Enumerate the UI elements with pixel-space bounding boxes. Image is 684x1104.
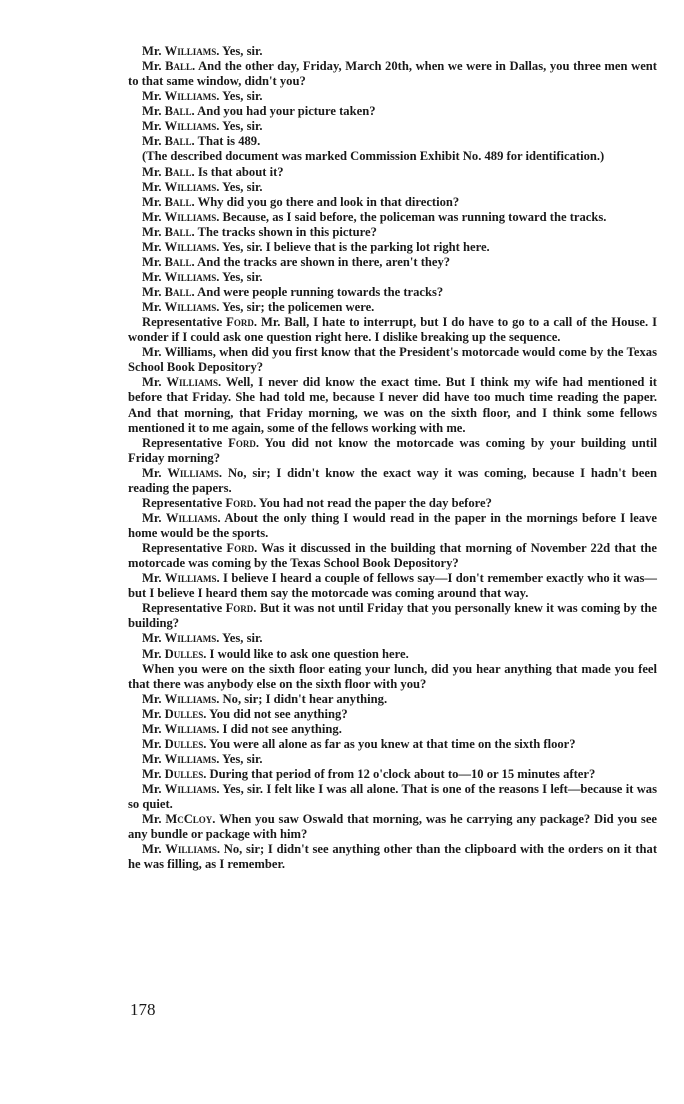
paragraph-text: That is 489. xyxy=(197,134,261,149)
paragraph-text: Was it discussed in the building that morning of November 22d that the motorcade was coming by the Texas School Book Depository? xyxy=(128,541,657,571)
speaker-title: Mr. xyxy=(142,300,162,315)
speaker-title: Mr. xyxy=(142,782,162,797)
speaker-title: Representative xyxy=(142,435,223,450)
paragraph-text: Because, as I said before, the policeman was running toward the tracks. xyxy=(222,209,607,224)
transcript-paragraph xyxy=(128,662,657,692)
transcript-paragraph xyxy=(128,345,657,375)
speaker-name: Dulles. xyxy=(164,767,207,781)
transcript-paragraph xyxy=(128,89,657,104)
speaker-name: Ball. xyxy=(164,134,195,149)
paragraph-text: When you were on the sixth floor eating your lunch, did you hear anything that made you feel that there was anybody else on the sixth floor with you? xyxy=(128,661,657,691)
speaker-title: Mr. xyxy=(142,209,162,224)
transcript-paragraph xyxy=(128,631,657,646)
speaker-title: Mr. xyxy=(142,59,162,74)
transcript-paragraph xyxy=(128,134,657,149)
paragraph-text: You were all alone as far as you knew at that time on the sixth floor? xyxy=(209,736,576,751)
speaker-title: Mr. xyxy=(142,510,162,525)
speaker-title: Mr. xyxy=(142,224,162,239)
transcript-paragraph xyxy=(128,255,657,270)
transcript-paragraph xyxy=(128,722,657,737)
speaker-title: Mr. xyxy=(142,194,162,209)
speaker-title: Mr. xyxy=(142,646,162,661)
paragraph-text: Yes, sir. I believe that is the parking lot right here. xyxy=(222,239,490,254)
speaker-name: Ball. xyxy=(164,254,195,269)
paragraph-text: Why did you go there and look in that direction? xyxy=(197,194,460,209)
transcript-body xyxy=(128,44,657,872)
paragraph-text: (The described document was marked Commission Exhibit No. 489 for identification.) xyxy=(142,149,605,164)
paragraph-text: Yes, sir. xyxy=(222,751,263,766)
transcript-paragraph xyxy=(128,270,657,285)
transcript-paragraph xyxy=(128,240,657,255)
paragraph-text: Is that about it? xyxy=(197,164,284,179)
speaker-title: Representative xyxy=(142,601,223,616)
speaker-title: Mr. xyxy=(142,239,162,254)
speaker-title: Mr. xyxy=(142,706,162,721)
paragraph-text: Well, I never did know the exact time. But I think my wife had mentioned it before that Friday. She had told me, because I never did have too much time reading the paper. And that morning, that Friday morning, we was on the sixth floor, and I think some fellows mentioned it to me again, some of the fellows working with me. xyxy=(128,375,657,435)
transcript-paragraph xyxy=(128,782,657,812)
transcript-paragraph xyxy=(128,692,657,707)
paragraph-text: You had not read the paper the day before? xyxy=(258,495,492,510)
paragraph-text: But it was not until Friday that you personally knew it was coming by the building? xyxy=(128,601,657,631)
transcript-paragraph xyxy=(128,541,657,571)
speaker-name: Ball. xyxy=(164,194,195,209)
paragraph-text: I did not see anything. xyxy=(222,721,342,736)
transcript-paragraph xyxy=(128,436,657,466)
speaker-title: Mr. xyxy=(142,571,162,586)
transcript-paragraph xyxy=(128,466,657,496)
paragraph-text: During that period of from 12 o'clock about to—10 or 15 minutes after? xyxy=(209,767,596,781)
speaker-name: Dulles. xyxy=(164,646,207,661)
transcript-paragraph xyxy=(128,375,657,435)
transcript-paragraph xyxy=(128,737,657,752)
speaker-name: Williams. xyxy=(164,751,220,766)
transcript-paragraph xyxy=(128,119,657,134)
speaker-name: Williams. xyxy=(164,179,220,194)
transcript-paragraph xyxy=(128,647,657,662)
paragraph-text: And were people running towards the tracks? xyxy=(197,285,444,299)
paragraph-text: You did not know the motorcade was coming by your building until Friday morning? xyxy=(128,435,657,465)
paragraph-text: Yes, sir. xyxy=(222,44,263,58)
paragraph-text: The tracks shown in this picture? xyxy=(197,224,377,239)
paragraph-text: No, sir; I didn't know the exact way it was coming, because I hadn't been reading the papers. xyxy=(128,465,657,495)
transcript-paragraph xyxy=(128,511,657,541)
speaker-name: Ford. xyxy=(228,435,260,450)
paragraph-text: I believe I heard a couple of fellows say—I don't remember exactly who it was—but I believe I heard them say the motorcade was coming around that way. xyxy=(128,571,658,601)
speaker-name: Williams. xyxy=(164,239,220,254)
transcript-paragraph xyxy=(128,59,657,89)
speaker-title: Representative xyxy=(142,315,223,330)
speaker-title: Mr. xyxy=(142,285,162,299)
transcript-paragraph xyxy=(128,812,657,842)
speaker-title: Mr. xyxy=(142,44,162,58)
paragraph-text: Mr. Williams, when did you first know that the President's motorcade would come by the Texas School Book Depository? xyxy=(128,345,657,375)
speaker-name: Williams. xyxy=(165,510,221,525)
paragraph-text: I would like to ask one question here. xyxy=(209,646,409,661)
speaker-name: Ball. xyxy=(164,104,195,119)
speaker-title: Mr. xyxy=(142,842,162,857)
speaker-title: Mr. xyxy=(142,736,162,751)
speaker-name: Ball. xyxy=(165,59,196,74)
speaker-title: Representative xyxy=(142,541,223,556)
transcript-paragraph xyxy=(128,195,657,210)
paragraph-text: You did not see anything? xyxy=(209,706,348,721)
speaker-name: Ball. xyxy=(164,224,195,239)
speaker-name: McCloy. xyxy=(165,812,216,827)
page-number: 178 xyxy=(130,1000,156,1019)
paragraph-text: About the only thing I would read in the paper in the mornings before I leave home would be the sports. xyxy=(128,510,657,540)
paragraph-text: Yes, sir. xyxy=(222,89,263,104)
speaker-name: Ford. xyxy=(225,495,257,510)
speaker-title: Mr. xyxy=(142,269,162,284)
speaker-name: Williams. xyxy=(165,842,220,857)
paragraph-text: No, sir; I didn't hear anything. xyxy=(222,691,388,706)
paragraph-text: Yes, sir. xyxy=(222,269,263,284)
speaker-name: Williams. xyxy=(164,721,220,736)
speaker-name: Ball. xyxy=(164,164,195,179)
paragraph-text: And the tracks are shown in there, aren't they? xyxy=(197,254,451,269)
speaker-name: Williams. xyxy=(166,375,222,390)
speaker-name: Williams. xyxy=(167,465,223,480)
speaker-title: Mr. xyxy=(142,465,162,480)
transcript-paragraph xyxy=(128,315,657,345)
paragraph-text: And the other day, Friday, March 20th, when we were in Dallas, you three men went to that same window, didn't you? xyxy=(128,59,657,89)
speaker-title: Representative xyxy=(142,495,223,510)
paragraph-text: When you saw Oswald that morning, was he carrying any package? Did you see any bundle or package with him? xyxy=(128,812,658,842)
paragraph-text: No, sir; I didn't see anything other than the clipboard with the orders on it that he was filling, as I remember. xyxy=(128,842,658,872)
paragraph-text: Yes, sir; the policemen were. xyxy=(222,300,375,315)
transcript-paragraph xyxy=(128,44,657,59)
speaker-title: Mr. xyxy=(142,751,162,766)
transcript-paragraph xyxy=(128,571,657,601)
speaker-name: Williams. xyxy=(164,782,220,797)
speaker-name: Williams. xyxy=(164,269,220,284)
speaker-title: Mr. xyxy=(142,179,162,194)
paragraph-text: Yes, sir. I felt like I was all alone. That is one of the reasons I left—because it was so quiet. xyxy=(128,782,657,812)
speaker-name: Williams. xyxy=(164,89,220,104)
speaker-title: Mr. xyxy=(142,721,162,736)
paragraph-text: Mr. Ball, I hate to interrupt, but I do have to go to a call of the House. I wonder if I could ask one question right here. I dislike breaking up the sequence. xyxy=(128,315,657,345)
speaker-title: Mr. xyxy=(142,134,162,149)
transcript-paragraph xyxy=(128,300,657,315)
transcript-paragraph xyxy=(128,210,657,225)
speaker-name: Ford. xyxy=(226,315,258,330)
transcript-paragraph xyxy=(128,149,657,164)
speaker-title: Mr. xyxy=(142,631,162,646)
transcript-paragraph xyxy=(128,601,657,631)
paragraph-text: Yes, sir. xyxy=(222,631,263,646)
transcript-paragraph xyxy=(128,842,657,872)
transcript-paragraph xyxy=(128,752,657,767)
transcript-paragraph xyxy=(128,104,657,119)
transcript-paragraph xyxy=(128,707,657,722)
speaker-name: Williams. xyxy=(164,631,220,646)
speaker-name: Dulles. xyxy=(164,736,207,751)
speaker-name: Williams. xyxy=(164,209,220,224)
speaker-name: Ford. xyxy=(225,601,257,616)
speaker-name: Ball. xyxy=(164,285,195,299)
transcript-paragraph xyxy=(128,496,657,511)
speaker-title: Mr. xyxy=(142,89,162,104)
speaker-title: Mr. xyxy=(142,104,162,119)
speaker-name: Williams. xyxy=(164,691,220,706)
paragraph-text: And you had your picture taken? xyxy=(197,104,376,119)
transcript-paragraph xyxy=(128,225,657,240)
transcript-paragraph xyxy=(128,180,657,195)
speaker-name: Williams. xyxy=(164,119,220,134)
transcript-paragraph xyxy=(128,767,657,782)
speaker-name: Williams. xyxy=(164,44,220,58)
speaker-title: Mr. xyxy=(142,767,162,781)
speaker-name: Ford. xyxy=(226,541,258,556)
paragraph-text: Yes, sir. xyxy=(222,179,263,194)
speaker-name: Williams. xyxy=(164,571,220,586)
speaker-name: Dulles. xyxy=(164,706,207,721)
speaker-title: Mr. xyxy=(142,375,162,390)
speaker-name: Williams. xyxy=(164,300,220,315)
speaker-title: Mr. xyxy=(142,691,162,706)
speaker-title: Mr. xyxy=(142,119,162,134)
transcript-paragraph xyxy=(128,165,657,180)
speaker-title: Mr. xyxy=(142,812,162,827)
paragraph-text: Yes, sir. xyxy=(222,119,263,134)
transcript-paragraph xyxy=(128,285,657,300)
speaker-title: Mr. xyxy=(142,254,162,269)
speaker-title: Mr. xyxy=(142,164,162,179)
